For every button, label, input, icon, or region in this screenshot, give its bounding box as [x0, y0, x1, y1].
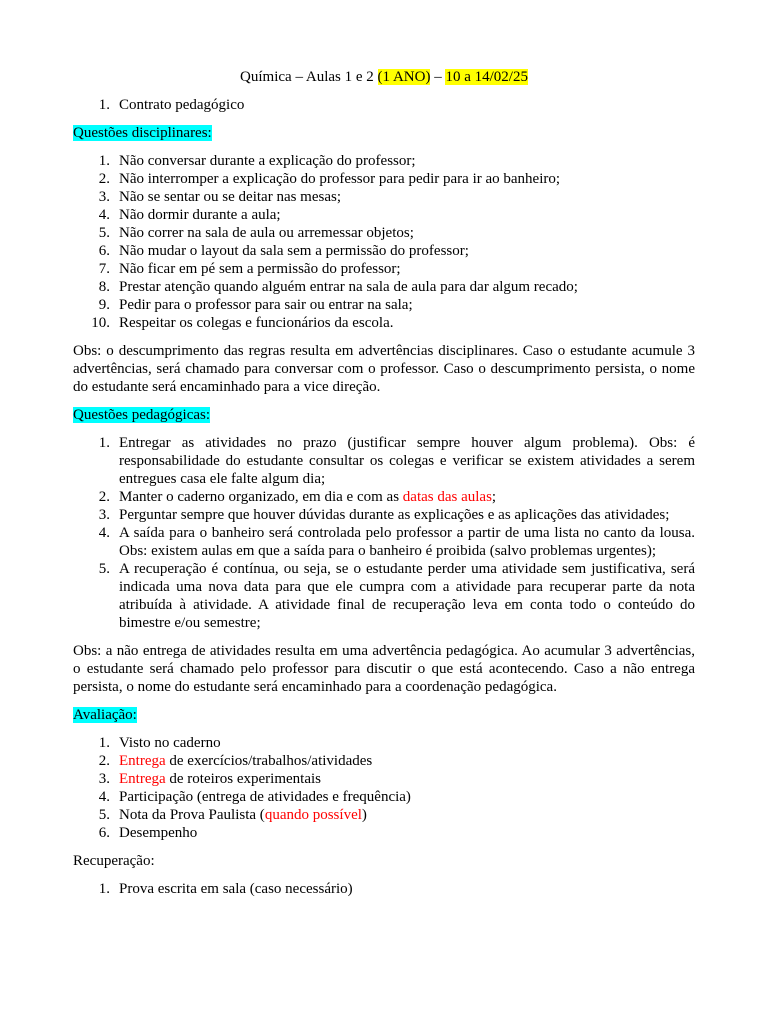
- list-item: 3. Entrega de roteiros experimentais: [98, 771, 322, 787]
- red-text: quando possível: [264, 807, 362, 823]
- list-item: 10. Respeitar os colegas e funcionários da escola.: [91, 315, 394, 331]
- document-page: [73, 64, 695, 898]
- list-item: 1. Visto no caderno: [98, 735, 221, 751]
- intro-list: [73, 96, 695, 114]
- list-item: 2. Não interromper a explicação do professor para pedir para ir ao banheiro;: [98, 171, 561, 187]
- list-item: 1. Entregar as atividades no prazo (justificar sempre houver algum problema). Obs: é responsabilidade do estudante consultar os colegas e verificar se existem atividades a serem entregues casa ele falte algum dia;: [98, 435, 695, 487]
- disciplinary-obs: Obs: o descumprimento das regras resulta em advertências disciplinares. Caso o estudante acumule 3 advertências, será chamado para conversar com o professor. Caso o descumprimento persista, o nome do estudante será encaminhado para a vice direção.: [73, 343, 695, 395]
- evaluation-heading: Avaliação:: [73, 707, 137, 723]
- list-item: 4. A saída para o banheiro será controlada pelo professor a partir de uma lista no canto da lousa. Obs: existem aulas em que a saída para o banheiro é proibida (salvo problemas urgentes);: [98, 525, 695, 559]
- disciplinary-heading: Questões disciplinares:: [73, 125, 212, 141]
- recovery-heading: Recuperação:: [73, 853, 155, 869]
- list-item: 1. Não conversar durante a explicação do professor;: [98, 153, 416, 169]
- document-title: [73, 68, 695, 86]
- list-item: 3. Perguntar sempre que houver dúvidas durante as explicações e as aplicações das atividades;: [98, 507, 670, 523]
- list-item: 5. Nota da Prova Paulista (quando possível): [98, 807, 367, 823]
- title-dates: 10 a 14/02/25: [445, 69, 528, 85]
- pedagogical-heading: Questões pedagógicas:: [73, 407, 211, 423]
- pedagogical-list: [73, 434, 695, 632]
- list-item: 4. Participação (entrega de atividades e frequência): [98, 789, 411, 805]
- list-item: 5. A recuperação é contínua, ou seja, se o estudante perder uma atividade sem justificativa, será indicada uma nova data para que ele cumpra com a atividade para recuperar parte da nota atribuída à atividade. A atividade final de recuperação leva em conta todo o conteúdo do bimestre e/ou semestre;: [98, 561, 695, 631]
- title-prefix: Química – Aulas 1 e 2: [240, 69, 378, 85]
- list-item: 1. Prova escrita em sala (caso necessário): [98, 881, 353, 897]
- list-item: 2. Entrega de exercícios/trabalhos/atividades: [98, 753, 373, 769]
- pedagogical-obs: Obs: a não entrega de atividades resulta em uma advertência pedagógica. Ao acumular 3 advertências, o estudante será chamado pelo professor para discutir o que está acontecendo. Caso a não entrega persista, o nome do estudante será encaminhado para a coordenação pedagógica.: [73, 643, 695, 695]
- list-item: 8. Prestar atenção quando alguém entrar na sala de aula para dar algum recado;: [98, 279, 578, 295]
- disciplinary-list: [73, 152, 695, 332]
- title-dash: –: [430, 69, 446, 85]
- list-item: 4. Não dormir durante a aula;: [98, 207, 281, 223]
- red-text: Entrega: [119, 753, 166, 769]
- list-item: 7. Não ficar em pé sem a permissão do professor;: [98, 261, 401, 277]
- list-item: 2. Manter o caderno organizado, em dia e com as datas das aulas;: [98, 489, 497, 505]
- list-item: 1. Contrato pedagógico: [98, 97, 245, 113]
- red-text: Entrega: [119, 771, 166, 787]
- recovery-list: [73, 880, 695, 898]
- list-item: 3. Não se sentar ou se deitar nas mesas;: [98, 189, 342, 205]
- red-text: datas das aulas: [402, 489, 492, 505]
- list-item: 6. Não mudar o layout da sala sem a permissão do professor;: [98, 243, 469, 259]
- title-year: (1 ANO): [377, 69, 431, 85]
- list-item: 6. Desempenho: [98, 825, 198, 841]
- list-item: 9. Pedir para o professor para sair ou entrar na sala;: [98, 297, 413, 313]
- list-item: 5. Não correr na sala de aula ou arremessar objetos;: [98, 225, 414, 241]
- evaluation-list: [73, 734, 695, 842]
